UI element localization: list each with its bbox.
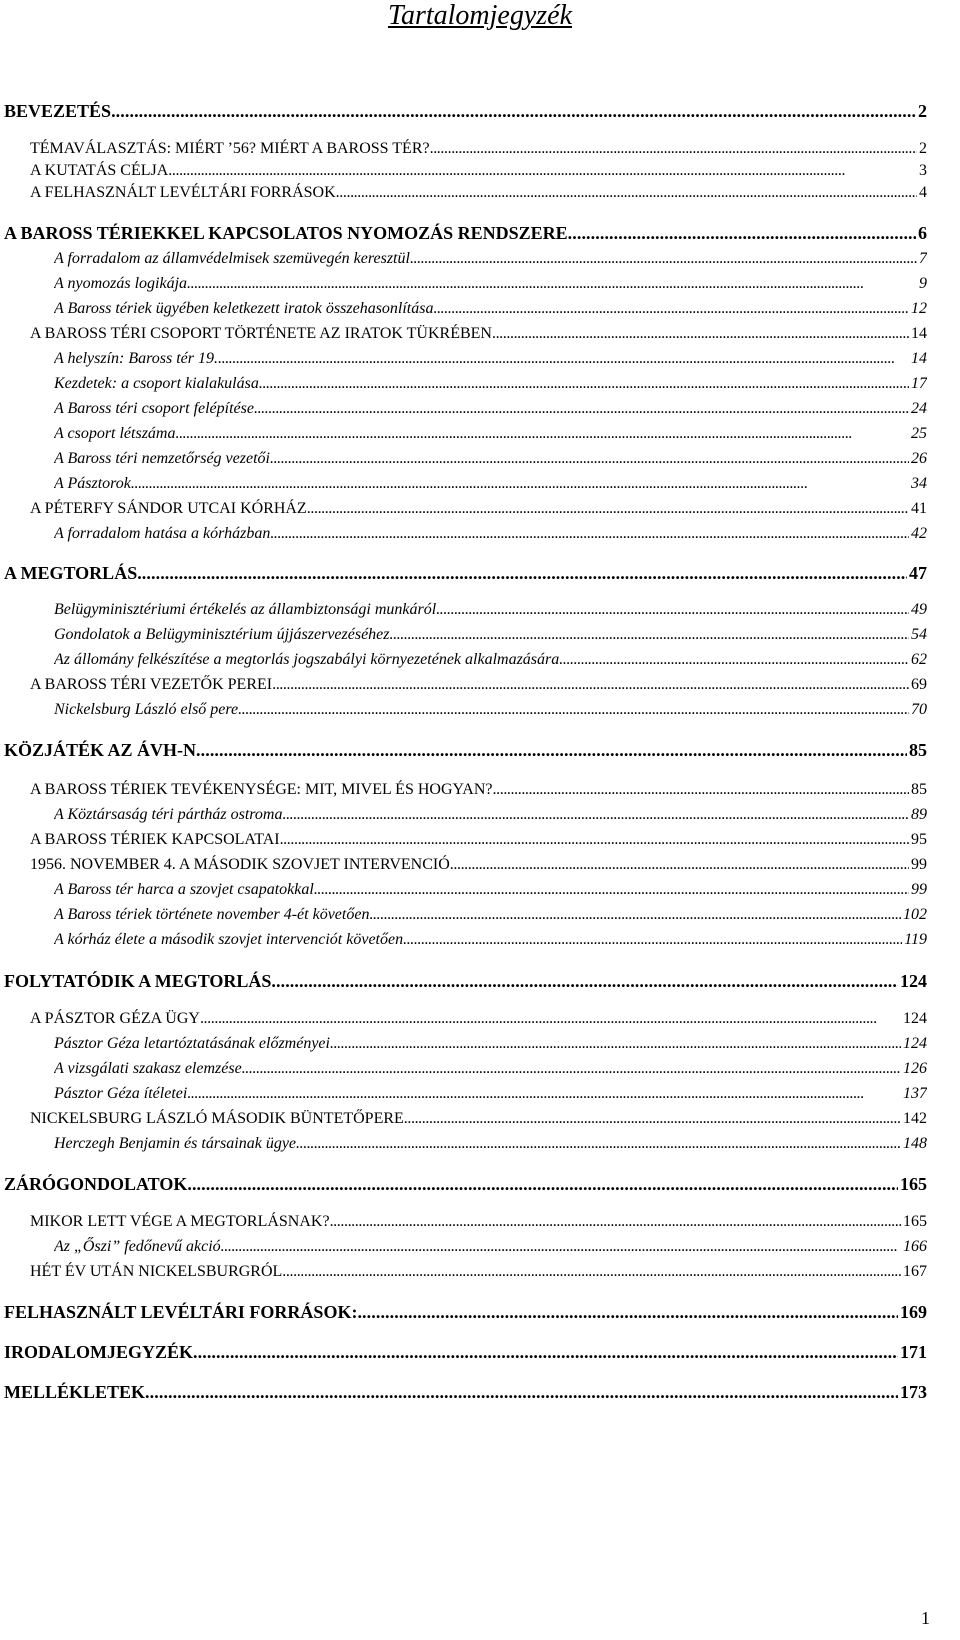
toc-entry-page: 95 [911,831,927,848]
toc-entry [30,779,927,801]
dot-leader [137,562,907,584]
toc-entry-page: 102 [903,906,927,923]
toc-entry [54,804,927,826]
toc-entry [54,599,927,621]
toc-entry [30,138,927,160]
dot-leader [330,1211,901,1233]
dot-leader [430,138,917,160]
dot-leader [296,1133,901,1155]
dot-leader [218,348,909,370]
toc-entry-title: Kezdetek: a csoport kialakulása [54,375,259,392]
toc-entry [54,398,927,420]
toc-entry-title: KÖZJÁTÉK AZ ÁVH-N [4,740,197,760]
toc-entry-page: 26 [911,450,927,467]
toc-entry [30,854,927,876]
dot-leader [254,398,909,420]
toc-entry [54,373,927,395]
dot-leader [390,624,910,646]
toc-entry [54,929,927,951]
dot-leader [369,904,901,926]
toc-entry-page: 165 [903,1213,927,1230]
toc-entry-title: IRODALOMJEGYZÉK [4,1342,194,1362]
toc-entry-title: A forradalom az államvédelmisek szemüvegén keresztül [54,250,410,267]
toc-entry-page: 49 [911,601,927,618]
toc-entry-page: 169 [900,1302,927,1322]
dot-leader [175,423,909,445]
toc-entry-title: NICKELSBURG LÁSZLÓ MÁSODIK BÜNTETŐPERE [30,1110,404,1127]
toc-entry-page: 171 [900,1342,927,1362]
toc-entry-title: Belügyminisztériumi értékelés az állambiztonsági munkáról [54,601,437,618]
toc-entry [54,448,927,470]
toc-entry-title: MELLÉKLETEK [4,1382,146,1402]
toc-entry [54,473,927,495]
toc-entry-page: 85 [909,740,927,760]
toc-entry-page: 85 [911,781,927,798]
toc-entry [54,1058,927,1080]
toc-entry-page: 4 [919,184,927,201]
dot-leader [403,929,902,951]
dot-leader [200,1008,901,1030]
toc-entry-title: A KUTATÁS CÉLJA [30,162,169,179]
dot-leader [336,182,917,204]
toc-entry [4,100,927,122]
dot-leader [330,1033,901,1055]
toc-entry-title: A Baross téri nemzetőrség vezetői [54,450,270,467]
dot-leader [168,160,917,182]
toc-entry-page: 42 [911,525,927,542]
toc-entry-page: 14 [911,325,927,342]
toc-entry-title: MIKOR LETT VÉGE A MEGTORLÁSNAK? [30,1213,330,1230]
dot-leader [410,248,917,270]
dot-leader [568,222,916,244]
dot-leader [404,1108,901,1130]
toc-entry [4,1173,927,1195]
toc-entry-page: 99 [911,856,927,873]
toc-entry-title: A MEGTORLÁS [4,563,138,583]
toc-entry-title: A BAROSS TÉRIEK KAPCSOLATAI [30,831,280,848]
toc-entry-title: A Pásztorok [54,475,131,492]
dot-leader [242,1058,901,1080]
toc-entry-title: A BAROSS TÉRIEK TEVÉKENYSÉGE: MIT, MIVEL ÉS HOGYAN? [30,781,493,798]
toc-entry [30,160,927,182]
toc-entry-title: HÉT ÉV UTÁN NICKELSBURGRÓL [30,1263,283,1280]
toc-entry-page: 12 [911,300,927,317]
toc-entry-page: 70 [911,701,927,718]
toc-entry [54,1133,927,1155]
toc-entry [54,523,927,545]
toc-entry [54,1236,927,1258]
toc-entry [4,739,927,761]
toc-entry-page: 3 [919,162,927,179]
toc-entry-page: 69 [911,676,927,693]
dot-leader [187,1083,901,1105]
toc-entry-page: 24 [911,400,927,417]
toc-entry-title: Az állomány felkészítése a megtorlás jogszabályi környezetének alkalmazására [54,651,560,668]
toc-entry-page: 166 [903,1238,927,1255]
toc-entry-page: 25 [911,425,927,442]
toc-entry [54,1033,927,1055]
toc-entry-title: A nyomozás logikája [54,275,188,292]
page-number: 1 [921,1608,930,1628]
toc-entry-title: A BAROSS TÉRI VEZETŐK PEREI [30,676,273,693]
toc-entry-title: A BAROSS TÉRI CSOPORT TÖRTÉNETE AZ IRATOK TÜKRÉBEN [30,325,492,342]
toc-entry [4,1341,927,1363]
toc-entry-page: 41 [911,500,927,517]
toc-entry-page: 119 [904,931,927,948]
toc-entry-title: A FELHASZNÁLT LEVÉLTÁRI FORRÁSOK [30,184,336,201]
toc-entry [54,423,927,445]
toc-entry-title: A Baross tériek története november 4-ét követően [54,906,370,923]
dot-leader [187,273,917,295]
toc-entry-title: Pásztor Géza letartóztatásának előzményei [54,1035,330,1052]
toc-entry-title: A Köztársaság téri pártház ostroma [54,806,283,823]
dot-leader [187,1173,898,1195]
toc-entry-page: 148 [903,1135,927,1152]
toc-entry-page: 2 [919,140,927,157]
toc-entry [54,649,927,671]
toc-entry-title: A vizsgálati szakasz elemzése [54,1060,242,1077]
toc-entry [30,1008,927,1030]
page-title: Tartalomjegyzék [387,0,573,31]
dot-leader [282,804,909,826]
toc-entry-page: 142 [903,1110,927,1127]
toc-entry-title: A Baross téri csoport felépítése [54,400,254,417]
toc-entry-page: 54 [911,626,927,643]
dot-leader [450,854,909,876]
toc-entry [30,182,927,204]
toc-entry [4,562,927,584]
toc-entry-page: 14 [911,350,927,367]
toc-entry-title: A BAROSS TÉRIEKKEL KAPCSOLATOS NYOMOZÁS RENDSZERE [4,223,568,243]
toc-entry-page: 17 [911,375,927,392]
toc-entry [54,1083,927,1105]
dot-leader [493,779,909,801]
dot-leader [314,879,909,901]
toc-entry-title: A Baross tér harca a szovjet csapatokkal [54,881,314,898]
toc-entry-page: 47 [909,563,927,583]
dot-leader [272,674,909,696]
toc-entry [54,248,927,270]
dot-leader [282,1261,901,1283]
toc-entry-title: BEVEZETÉS [4,101,112,121]
toc-entry-title: A PÉTERFY SÁNDOR UTCAI KÓRHÁZ [30,500,307,517]
toc-entry-title: A PÁSZTOR GÉZA ÜGY [30,1010,200,1027]
dot-leader [131,473,909,495]
toc-entry [54,624,927,646]
toc-entry [54,699,927,721]
toc-entry-page: 34 [911,475,927,492]
toc-entry-title: FELHASZNÁLT LEVÉLTÁRI FORRÁSOK: [4,1302,358,1322]
toc-entry-page: 62 [911,651,927,668]
dot-leader [436,599,909,621]
toc-entry-page: 2 [918,101,927,121]
toc-entry [30,1261,927,1283]
toc-entry-title: A helyszín: Baross tér 19. [54,350,218,367]
dot-leader [271,970,898,992]
toc-entry [4,970,927,992]
dot-leader [270,448,909,470]
dot-leader [196,739,907,761]
toc-entry-title: ZÁRÓGONDOLATOK [4,1174,188,1194]
toc-entry [54,879,927,901]
toc-entry-page: 165 [900,1174,927,1194]
toc-entry-page: 99 [911,881,927,898]
dot-leader [238,699,909,721]
dot-leader [193,1341,898,1363]
dot-leader [221,1236,901,1258]
toc-entry [4,1301,927,1323]
toc-entry-title: A Baross tériek ügyében keletkezett iratok összehasonlítása [54,300,434,317]
toc-entry-title: A csoport létszáma [54,425,176,442]
toc-entry-title: A forradalom hatása a kórházban [54,525,271,542]
toc-entry [30,498,927,520]
toc-entry-title: Gondolatok a Belügyminisztérium újjászervezéséhez [54,626,390,643]
dot-leader [111,100,916,122]
toc-entry-title: Pásztor Géza ítéletei [54,1085,188,1102]
toc-entry-page: 89 [911,806,927,823]
toc-entry [54,904,927,926]
toc-entry [54,348,927,370]
toc-entry-page: 126 [903,1060,927,1077]
dot-leader [357,1301,898,1323]
toc-entry-page: 173 [900,1382,927,1402]
dot-leader [280,829,909,851]
toc-entry [54,273,927,295]
toc-entry-title: Az „Őszi” fedőnevű akció [54,1238,221,1255]
toc-entry [30,1211,927,1233]
toc-entry [30,323,927,345]
dot-leader [259,373,909,395]
toc-entry-title: 1956. NOVEMBER 4. A MÁSODIK SZOVJET INTERVENCIÓ [30,856,450,873]
dot-leader [270,523,909,545]
dot-leader [307,498,909,520]
toc-entry-page: 167 [903,1263,927,1280]
toc-entry [4,1381,927,1403]
toc-entry-title: FOLYTATÓDIK A MEGTORLÁS [4,971,272,991]
dot-leader [145,1381,898,1403]
toc-entry [30,674,927,696]
dot-leader [492,323,909,345]
dot-leader [559,649,909,671]
toc-entry-page: 124 [903,1035,927,1052]
toc-entry-title: A kórház élete a második szovjet intervenciót követően [54,931,404,948]
toc-entry-page: 137 [903,1085,927,1102]
toc-entry-page: 124 [903,1010,927,1027]
dot-leader [433,298,909,320]
toc-entry [54,298,927,320]
toc-entry [30,829,927,851]
toc-entry [4,222,927,244]
toc-entry-title: Herczegh Benjamin és társainak ügye [54,1135,297,1152]
toc-entry-page: 124 [900,971,927,991]
toc-entry-page: 6 [918,223,927,243]
toc-entry-page: 9 [919,275,927,292]
toc-entry-title: Nickelsburg László első pere [54,701,239,718]
toc-entry-page: 7 [919,250,927,267]
toc-entry-title: TÉMAVÁLASZTÁS: MIÉRT ’56? MIÉRT A BAROSS TÉR? [30,140,430,157]
toc-entry [30,1108,927,1130]
